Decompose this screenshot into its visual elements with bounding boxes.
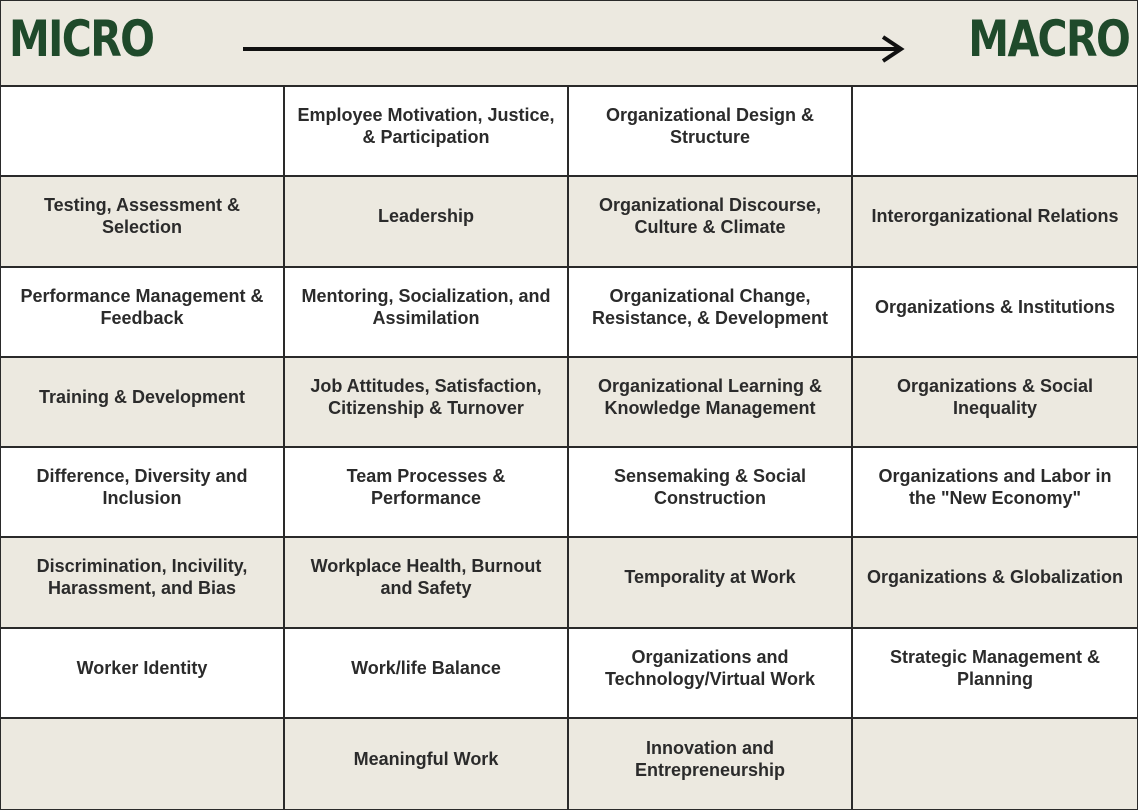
grid-cell	[853, 719, 1137, 809]
grid-cell: Organizations & Globalization	[853, 538, 1137, 628]
grid-cell: Organizations and Technology/Virtual Work	[569, 629, 853, 719]
grid-cell	[1, 87, 285, 177]
grid-cell: Organizational Design & Structure	[569, 87, 853, 177]
header	[1, 1, 1137, 85]
right-arrow-icon	[243, 31, 907, 67]
macro-label: MACRO	[968, 10, 1129, 68]
grid-cell: Team Processes & Performance	[285, 448, 569, 538]
grid-cell: Testing, Assessment & Selection	[1, 177, 285, 267]
topic-grid	[1, 85, 1137, 809]
grid-cell: Mentoring, Socialization, and Assimilation	[285, 268, 569, 358]
micro-label: MICRO	[9, 10, 154, 68]
grid-cell: Organizations & Institutions	[853, 268, 1137, 358]
grid-cell: Interorganizational Relations	[853, 177, 1137, 267]
grid-cell: Organizational Change, Resistance, & Development	[569, 268, 853, 358]
grid-cell: Difference, Diversity and Inclusion	[1, 448, 285, 538]
grid-cell: Meaningful Work	[285, 719, 569, 809]
grid-cell: Discrimination, Incivility, Harassment, and Bias	[1, 538, 285, 628]
grid-cell: Innovation and Entrepreneurship	[569, 719, 853, 809]
grid-cell: Training & Development	[1, 358, 285, 448]
grid-cell: Employee Motivation, Justice, & Participation	[285, 87, 569, 177]
grid-cell	[853, 87, 1137, 177]
grid-cell: Job Attitudes, Satisfaction, Citizenship & Turnover	[285, 358, 569, 448]
grid-cell: Strategic Management & Planning	[853, 629, 1137, 719]
grid-cell: Sensemaking & Social Construction	[569, 448, 853, 538]
grid-cell: Performance Management & Feedback	[1, 268, 285, 358]
grid-cell: Workplace Health, Burnout and Safety	[285, 538, 569, 628]
grid-cell	[1, 719, 285, 809]
grid-cell: Work/life Balance	[285, 629, 569, 719]
grid-cell: Organizational Learning & Knowledge Management	[569, 358, 853, 448]
grid-cell: Organizations and Labor in the "New Economy"	[853, 448, 1137, 538]
grid-cell: Worker Identity	[1, 629, 285, 719]
grid-cell: Temporality at Work	[569, 538, 853, 628]
grid-cell: Organizations & Social Inequality	[853, 358, 1137, 448]
grid-cell: Leadership	[285, 177, 569, 267]
grid-cell: Organizational Discourse, Culture & Climate	[569, 177, 853, 267]
